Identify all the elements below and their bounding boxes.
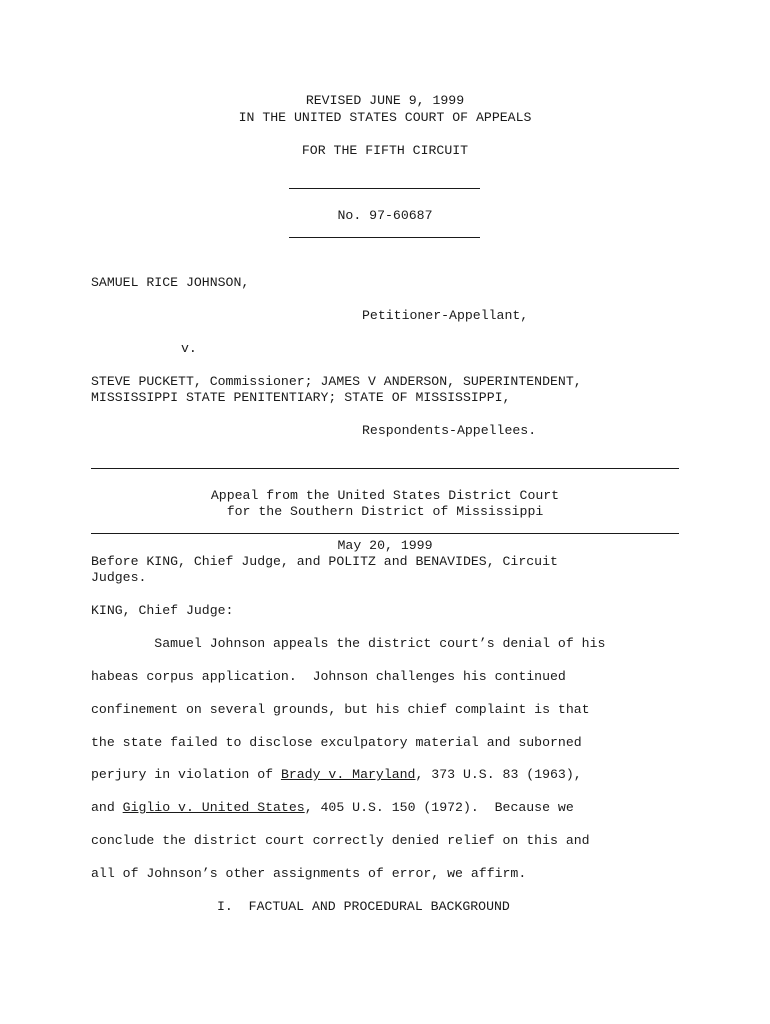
panel-line-1: Before KING, Chief Judge, and POLITZ and BENAVIDES, Circuit — [91, 554, 558, 569]
versus: v. — [181, 341, 197, 356]
body-line-2: habeas corpus application. Johnson challenges his continued — [91, 669, 566, 684]
body-line-6 — [91, 800, 574, 816]
section-heading: I. FACTUAL AND PROCEDURAL BACKGROUND — [217, 899, 510, 914]
panel-line-2: Judges. — [91, 570, 147, 585]
body-line-6-post: , 405 U.S. 150 (1972). Because we — [304, 800, 574, 815]
body-line-8: all of Johnson’s other assignments of error, we affirm. — [91, 866, 527, 881]
case-citation-giglio: Giglio v. United States — [122, 800, 305, 815]
case-citation-brady: Brady v. Maryland — [280, 767, 416, 782]
court-name: IN THE UNITED STATES COURT OF APPEALS — [238, 110, 532, 125]
opinion-author: KING, Chief Judge: — [91, 603, 234, 618]
petitioner-name: SAMUEL RICE JOHNSON, — [91, 275, 250, 290]
body-line-7: conclude the district court correctly denied relief on this and — [91, 833, 590, 848]
body-line-5 — [91, 767, 582, 783]
case-number: No. 97-60687 — [337, 208, 433, 223]
rule-below-appeal — [91, 533, 679, 534]
appeal-line-2: for the Southern District of Mississippi — [226, 504, 544, 519]
body-line-3: confinement on several grounds, but his chief complaint is that — [91, 702, 590, 717]
petitioner-role: Petitioner-Appellant, — [362, 308, 529, 323]
rule-above-case-number — [289, 188, 480, 189]
circuit-name: FOR THE FIFTH CIRCUIT — [301, 143, 469, 158]
respondents-role: Respondents-Appellees. — [362, 423, 537, 438]
decision-date: May 20, 1999 — [337, 538, 433, 553]
rule-below-case-number — [289, 237, 480, 238]
revised-date: REVISED JUNE 9, 1999 — [305, 93, 465, 108]
body-line-6-pre: and — [91, 800, 123, 815]
body-line-5-post: , 373 U.S. 83 (1963), — [415, 767, 582, 782]
rule-above-appeal — [91, 468, 679, 469]
body-line-1: Samuel Johnson appeals the district court’s denial of his — [91, 636, 606, 651]
appeal-line-1: Appeal from the United States District Court — [210, 488, 560, 503]
body-line-5-pre: perjury in violation of — [91, 767, 281, 782]
respondents-line-1: STEVE PUCKETT, Commissioner; JAMES V ANDERSON, SUPERINTENDENT, — [91, 374, 582, 389]
respondents-line-2: MISSISSIPPI STATE PENITENTIARY; STATE OF MISSISSIPPI, — [91, 390, 511, 405]
body-line-4: the state failed to disclose exculpatory material and suborned — [91, 735, 582, 750]
